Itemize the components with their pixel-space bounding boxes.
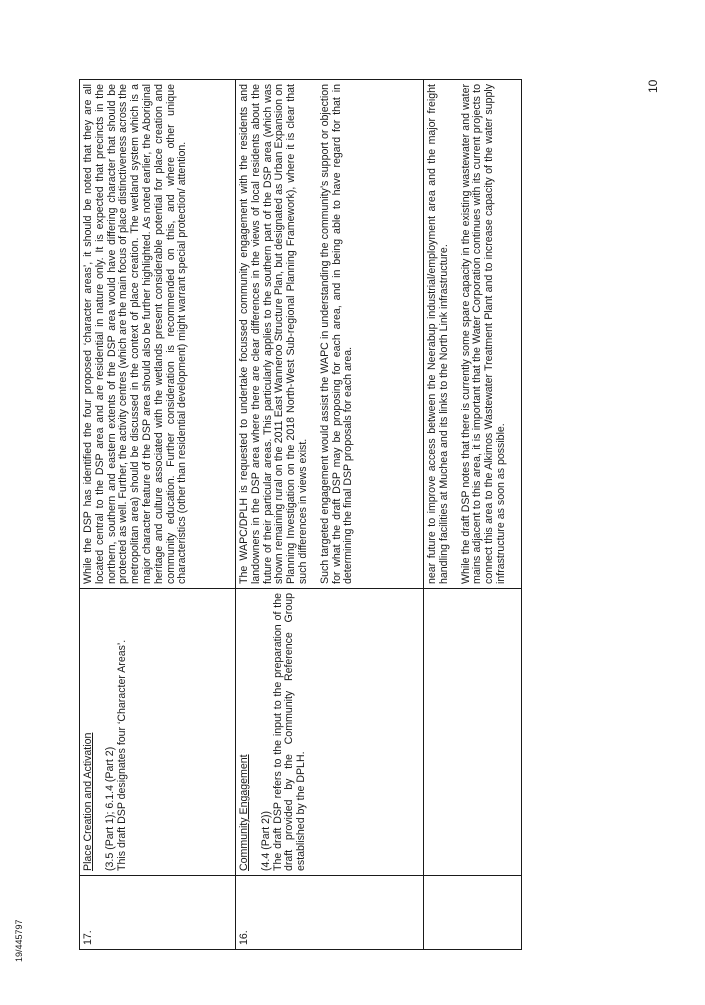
comment-cell [80, 80, 236, 589]
topic-cell [424, 589, 522, 876]
comment-paragraph: While the draft DSP notes that there is currently some spare capacity in the existing wastewater and water mains adjacent to this area, it is important that the Water Corporation continues with its current projects to connect this area to the Alkimos Wastewater Treatment Plant and to increase capacity of the water supply infrastructure as soon as possible. [459, 84, 507, 584]
rotated-table-container [79, 80, 507, 950]
item-number-cell: 17. [80, 876, 236, 950]
table-row [80, 80, 236, 950]
comment-paragraph: While the DSP has identified the four proposed ‘character areas’, it should be noted that they are all located central to the DSP area and are residential in nature only. It is expected that precincts in the northern, southern and eastern extents of the DSP area would have differing character that should be protected as well. Further, the activity centres (which are the main focus of place distinctiveness across the metropolitan area) should be discussed in the context of place creation. The wetland system which is a major character feature of the DSP area should also be further highlighted. As noted earlier, the Aboriginal heritage and culture associated with the wetlands present considerable potential for place creation and community education. Further consideration is recommended on this, and where other unique characteristics (other than residential development) might warrant special protection/ attention. [82, 84, 189, 584]
comment-cell [236, 80, 424, 589]
topic-reference: (3.5 (Part 1); 6.1.4 (Part 2) [103, 746, 116, 871]
topic-cell [80, 589, 236, 876]
comment-paragraph: near future to improve access between the Neerabup industrial/employment area and the major freight handling facilities at Muchea and its links to the North Link infrastructure. [426, 84, 450, 584]
item-number-cell [424, 876, 522, 950]
comment-paragraph: The WAPC/DPLH is requested to undertake focussed community engagement with the residents and landowners in the DSP area where there are clear differences in the views of local residents about the future of their particular areas. This particularly applies to the southern part of the DSP area (which was shown remaining rural on the 2011 East Wanneroo Structure Plan, but designated as Urban Expansion on Planning Investigation on the 2018 North-West Sub-regional Planning Framework), where it is clear that such differences in views exist. [238, 84, 309, 584]
topic-summary: This draft DSP designates four ‘Character Areas’. [115, 639, 128, 871]
topic-reference: (4.4 (Part 2)) [259, 810, 272, 871]
topic-title: Community Engagement [238, 754, 250, 871]
table-row [236, 80, 424, 950]
topic-title: Place Creation and Activation [82, 732, 94, 871]
submission-table [79, 79, 522, 950]
table-row [424, 80, 522, 950]
item-number-cell: 16. [236, 876, 424, 950]
comment-cell [424, 80, 522, 589]
comment-paragraph: Such targeted engagement would assist the WAPC in understanding the community’s support or objection for what the draft DSP may be proposing for each area, and in being able to have regard for that in determining the final DSP proposals for each area. [318, 84, 355, 584]
topic-summary: The draft DSP refers to the input to the preparation of the draft provided by the Community Reference Group established by the DPLH. [271, 593, 308, 871]
topic-cell [236, 589, 424, 876]
page-number: 10 [646, 79, 660, 93]
document-reference-number: 19/445797 [14, 919, 24, 962]
